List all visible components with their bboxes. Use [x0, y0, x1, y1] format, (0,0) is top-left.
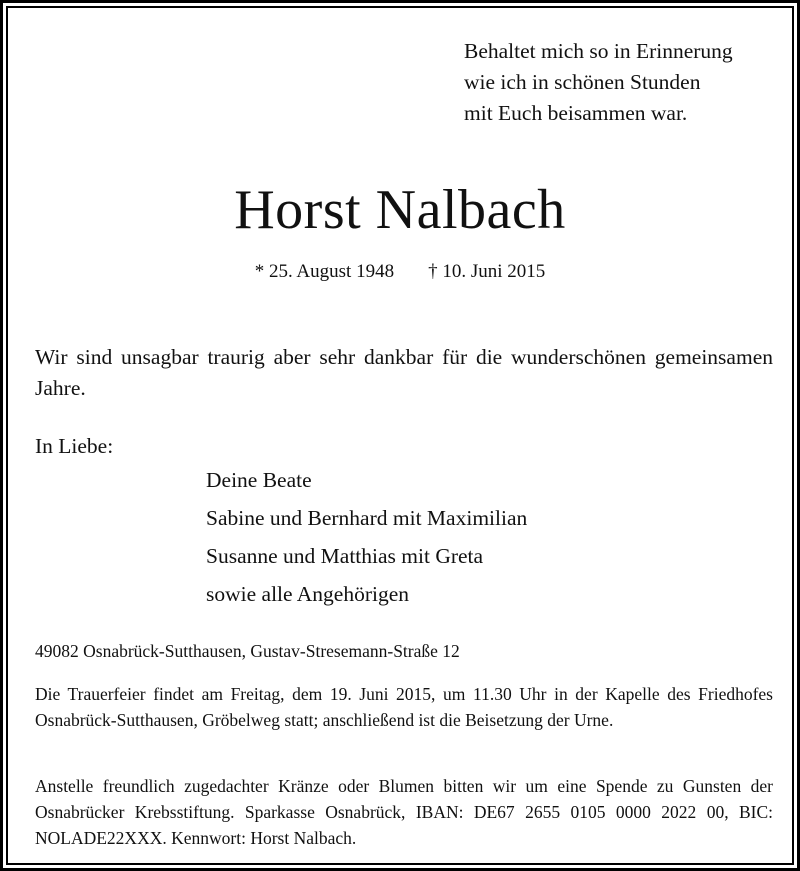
obituary-notice: [6, 6, 794, 865]
family-member: Susanne und Matthias mit Greta: [206, 544, 484, 568]
family-member: sowie alle Angehörigen: [206, 582, 410, 606]
in-love-label: In Liebe:: [35, 434, 114, 458]
memorial-verse: [464, 36, 784, 129]
funeral-info: Die Trauerfeier findet am Freitag, dem 19. Juni 2015, um 11.30 Uhr in der Kapelle des Friedhofes Osnabrück-Sutthausen, Gröbelweg statt; anschließend ist die Beisetzung der Urne.: [35, 684, 773, 730]
family-member: Sabine und Bernhard mit Maximilian: [206, 506, 528, 530]
verse-line: Behaltet mich so in Erinnerung: [464, 39, 733, 63]
verse-line: wie ich in schönen Stunden: [464, 70, 701, 94]
death-date: † 10. Juni 2015: [428, 261, 546, 282]
family-list: [206, 461, 527, 613]
family-address: 49082 Osnabrück-Sutthausen, Gustav-Stresemann-Straße 12: [35, 641, 460, 661]
family-member: Deine Beate: [206, 468, 312, 492]
verse-line: mit Euch beisammen war.: [464, 101, 688, 125]
deceased-name: Horst Nalbach: [234, 179, 566, 241]
donation-info: Anstelle freundlich zugedachter Kränze oder Blumen bitten wir um eine Spende zu Gunsten der Osnabrücker Krebsstiftung. Sparkasse Osnabrück, IBAN: DE67 2655 0105 0000 2022 00, BIC: NOLADE22XXX. Kennwort: Horst Nalbach.: [35, 776, 773, 848]
mourning-statement: Wir sind unsagbar traurig aber sehr dankbar für die wunderschönen gemeinsamen Jahre.: [35, 345, 773, 400]
life-dates: [8, 260, 792, 284]
birth-date: * 25. August 1948: [254, 261, 395, 282]
